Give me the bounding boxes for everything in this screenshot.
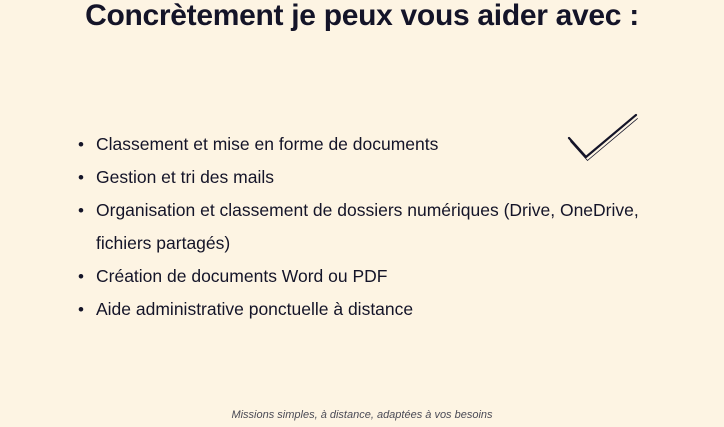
footnote-text: Missions simples, à distance, adaptées à vos besoins <box>231 409 493 421</box>
list-item-label: Création de documents Word ou PDF <box>96 266 388 286</box>
list-item-label: Gestion et tri des mails <box>96 167 274 187</box>
list-item-label: Classement et mise en forme de documents <box>96 134 439 154</box>
bullet-glyph: • <box>78 300 84 319</box>
list-item <box>72 194 642 260</box>
benefits-list <box>72 128 642 326</box>
page-title: Concrètement je peux vous aider avec : <box>85 0 639 32</box>
list-item <box>72 128 642 161</box>
list-item-label: Aide administrative ponctuelle à distance <box>96 299 414 319</box>
check-mark-icon <box>566 112 640 162</box>
list-item <box>72 293 642 326</box>
list-item-label: Organisation et classement de dossiers numériques (Drive, OneDrive, fichiers partagés) <box>96 200 639 253</box>
bullet-glyph: • <box>78 135 84 154</box>
list-item <box>72 161 642 194</box>
bullet-glyph: • <box>78 201 84 220</box>
list-item <box>72 260 642 293</box>
bullet-glyph: • <box>78 168 84 187</box>
bullet-glyph: • <box>78 267 84 286</box>
